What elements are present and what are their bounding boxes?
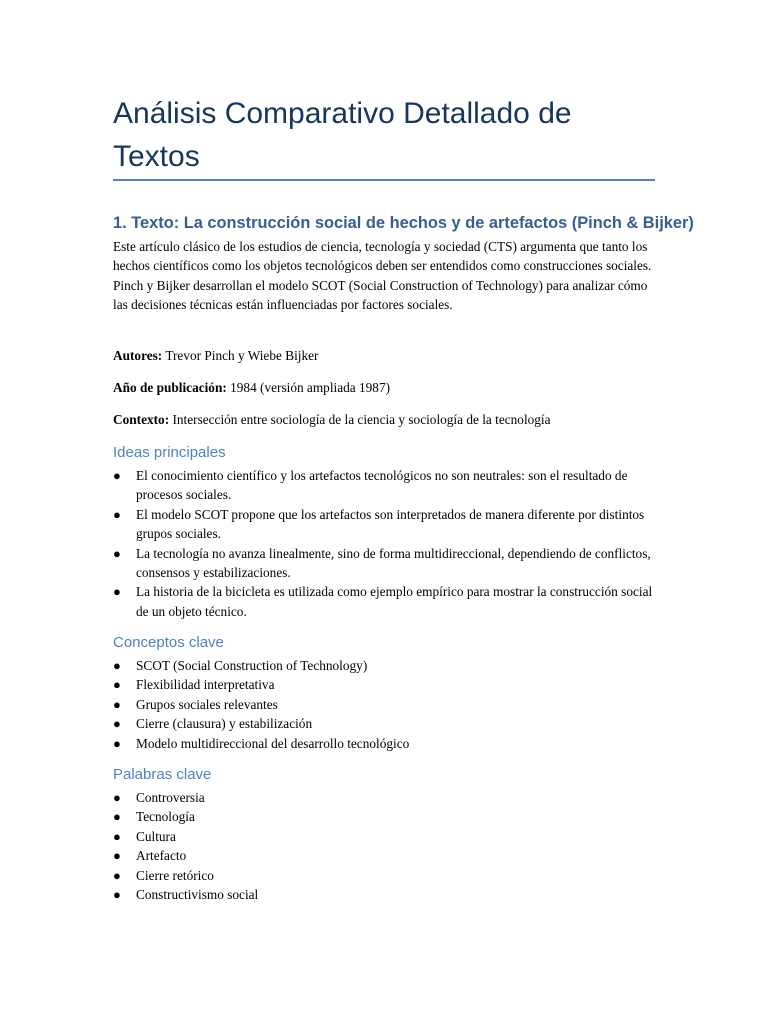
list-item-text: Constructivismo social xyxy=(136,887,259,903)
list-item xyxy=(113,885,658,904)
concepts-heading: Conceptos clave xyxy=(113,634,224,651)
bullet-icon: ● xyxy=(113,867,121,883)
list-item xyxy=(113,788,658,807)
list-item-text: La tecnología no avanza linealmente, sino de forma multidireccional, dependiendo de conflictos, consensos y estabilizaciones. xyxy=(136,545,651,581)
bullet-icon: ● xyxy=(113,696,121,712)
list-item xyxy=(113,734,658,753)
concepts-list xyxy=(113,656,658,753)
list-item xyxy=(113,866,658,885)
list-item xyxy=(113,544,658,583)
list-item-text: El modelo SCOT propone que los artefactos son interpretados de manera diferente por distintos grupos sociales. xyxy=(136,506,645,542)
list-item-text: Flexibilidad interpretativa xyxy=(136,677,275,693)
document-title: Análisis Comparativo Detallado de Textos xyxy=(113,97,572,173)
bullet-icon: ● xyxy=(113,735,121,751)
authors-label: Autores: xyxy=(113,348,163,363)
bullet-icon: ● xyxy=(113,809,121,825)
list-item-text: La historia de la bicicleta es utilizada como ejemplo empírico para mostrar la construcción social de un objeto técnico. xyxy=(136,584,653,619)
list-item xyxy=(113,714,658,733)
list-item xyxy=(113,675,658,694)
list-item-text: Cierre (clausura) y estabilización xyxy=(136,716,313,732)
bullet-icon: ● xyxy=(113,506,121,522)
context-value: Intersección entre sociología de la ciencia y sociología de la tecnología xyxy=(169,412,551,427)
list-item-text: Modelo multidireccional del desarrollo tecnológico xyxy=(136,735,410,751)
list-item-text: Cierre retórico xyxy=(136,867,214,883)
keywords-list xyxy=(113,788,658,904)
bullet-icon: ● xyxy=(113,848,121,864)
list-item-text: El conocimiento científico y los artefactos tecnológicos no son neutrales: son el resultado de procesos sociales. xyxy=(136,468,628,503)
bullet-icon: ● xyxy=(113,658,121,673)
list-item-text: Controversia xyxy=(136,790,205,805)
bullet-icon: ● xyxy=(113,468,121,483)
bullet-icon: ● xyxy=(113,887,121,903)
list-item xyxy=(113,582,658,621)
list-item xyxy=(113,827,658,846)
intro-paragraph: Este artículo clásico de los estudios de ciencia, tecnología y sociedad (CTS) argumenta que tanto los hechos científicos como los objetos tecnológicos deben ser entendidos como construcciones sociales. Pinch y Bijker desarrollan el modelo SCOT (Social Construction of Technology) para analizar cómo las decisiones técnicas están influenciadas por factores sociales. xyxy=(113,239,652,313)
bullet-icon: ● xyxy=(113,790,121,805)
list-item xyxy=(113,656,658,675)
list-item xyxy=(113,846,658,865)
ideas-list xyxy=(113,466,658,621)
list-item xyxy=(113,466,658,505)
bullet-icon: ● xyxy=(113,716,121,732)
context-line xyxy=(113,410,653,429)
authors-value: Trevor Pinch y Wiebe Bijker xyxy=(162,348,319,363)
bullet-icon: ● xyxy=(113,828,121,844)
list-item xyxy=(113,505,658,544)
list-item-text: SCOT (Social Construction of Technology) xyxy=(136,658,368,673)
context-label: Contexto: xyxy=(113,412,170,427)
ideas-heading: Ideas principales xyxy=(113,444,226,461)
bullet-icon: ● xyxy=(113,545,121,561)
list-item-text: Tecnología xyxy=(136,809,195,825)
year-value: 1984 (versión ampliada 1987) xyxy=(226,380,391,395)
bullet-icon: ● xyxy=(113,584,121,600)
title-underline xyxy=(113,179,655,181)
list-item xyxy=(113,695,658,714)
section-heading: 1. Texto: La construcción social de hechos y de artefactos (Pinch & Bijker) xyxy=(113,214,694,232)
authors-line xyxy=(113,346,653,365)
list-item-text: Grupos sociales relevantes xyxy=(136,696,278,712)
bullet-icon: ● xyxy=(113,677,121,693)
year-line xyxy=(113,378,653,397)
list-item-text: Cultura xyxy=(136,828,176,844)
keywords-heading: Palabras clave xyxy=(113,766,212,783)
list-item-text: Artefacto xyxy=(136,848,187,864)
list-item xyxy=(113,807,658,826)
year-label: Año de publicación: xyxy=(113,380,227,395)
